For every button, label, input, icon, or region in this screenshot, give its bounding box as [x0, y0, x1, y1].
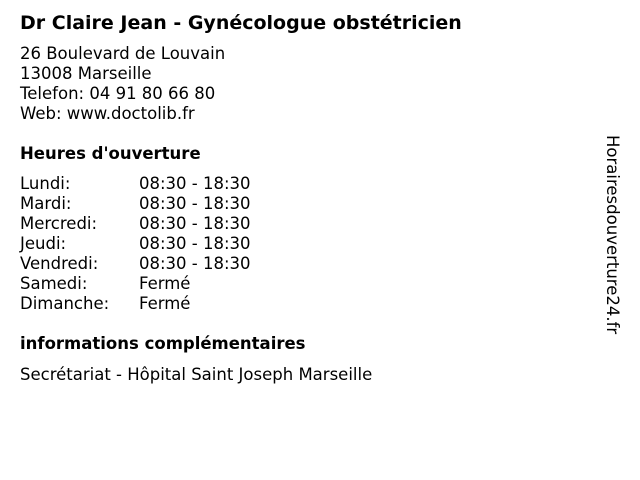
- hours-time: Fermé: [139, 294, 191, 313]
- additional-info-text: Secrétariat - Hôpital Saint Joseph Marseille: [20, 365, 373, 384]
- hours-row: [20, 274, 251, 294]
- hours-row: [20, 254, 251, 274]
- contact-block: [20, 44, 225, 124]
- hours-day: Mardi:: [20, 194, 72, 213]
- hours-time: 08:30 - 18:30: [139, 254, 251, 273]
- additional-info-heading: informations complémentaires: [20, 334, 306, 353]
- page-title: Dr Claire Jean - Gynécologue obstétricien: [20, 12, 462, 34]
- opening-hours-heading: Heures d'ouverture: [20, 144, 201, 163]
- hours-day: Jeudi:: [20, 234, 67, 253]
- hours-row: [20, 194, 251, 214]
- hours-day: Samedi:: [20, 274, 88, 293]
- hours-row: [20, 174, 251, 194]
- hours-time: 08:30 - 18:30: [139, 194, 251, 213]
- hours-row: [20, 294, 251, 314]
- hours-day: Lundi:: [20, 174, 71, 193]
- website: Web: www.doctolib.fr: [20, 104, 195, 123]
- hours-day: Dimanche:: [20, 294, 110, 313]
- hours-row: [20, 214, 251, 234]
- hours-time: 08:30 - 18:30: [139, 234, 251, 253]
- hours-day: Mercredi:: [20, 214, 98, 233]
- hours-row: [20, 234, 251, 254]
- hours-time: 08:30 - 18:30: [139, 214, 251, 233]
- opening-hours-table: [20, 174, 251, 314]
- address-city: 13008 Marseille: [20, 64, 152, 83]
- hours-time: 08:30 - 18:30: [139, 174, 251, 193]
- hours-day: Vendredi:: [20, 254, 99, 273]
- address-street: 26 Boulevard de Louvain: [20, 44, 226, 63]
- hours-time: Fermé: [139, 274, 191, 293]
- phone-number: Telefon: 04 91 80 66 80: [20, 84, 216, 103]
- brand-watermark: Horairesdouverture24.fr: [603, 135, 622, 335]
